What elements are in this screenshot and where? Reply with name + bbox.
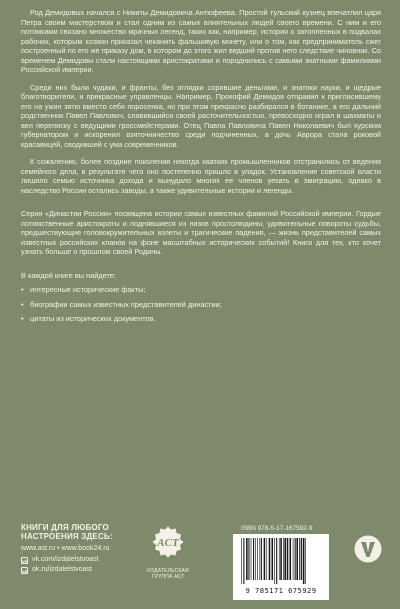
barcode-bar bbox=[305, 538, 306, 584]
barcode-bar bbox=[269, 538, 271, 580]
barcode-number: 9 785171 675929 bbox=[245, 586, 317, 595]
social-links bbox=[21, 555, 141, 575]
list-item: • интересные исторические факты; bbox=[21, 285, 381, 295]
barcode-bar bbox=[264, 538, 266, 580]
barcode-bar bbox=[279, 538, 280, 580]
isbn: ISBN 978-5-17-167592-9 bbox=[241, 525, 313, 532]
barcode-bar bbox=[255, 538, 256, 580]
barcode-bar bbox=[283, 538, 284, 580]
barcode-bar bbox=[243, 538, 244, 584]
list-title: В каждой книге вы найдете: bbox=[21, 270, 116, 280]
ok-icon: ok bbox=[22, 568, 28, 574]
logo-mark: ACT bbox=[157, 537, 179, 549]
list-item: • цитаты из исторических документов. bbox=[21, 314, 381, 324]
paragraph-1: Род Демидовых начался с Никиты Демидовича Антюфеева. Простой тульский кузнец впечатлил царя Петра своим мастерством и стал одним из самых влиятельных людей своего времени. С ним и его потомками связано множество мрачных легенд, таких как, например, история о затопленных в подвалах рабочих, которым хозяин приказал чеканить фальшивую монету, или о том, как предприниматель сжег построенный по его же приказу дом, в котором до этого жил ведший против него следствие чиновник. Со временем Демидовы стали настоящими аристократами и породнились с самыми знатными фамилиями Российской империи. bbox=[21, 8, 381, 74]
barcode bbox=[239, 538, 323, 584]
v-publisher-icon bbox=[354, 535, 382, 563]
barcode-bar bbox=[293, 538, 294, 580]
publisher-logo bbox=[146, 525, 190, 595]
barcode-bar bbox=[280, 538, 282, 580]
barcode-bar bbox=[287, 538, 289, 580]
ok-link[interactable]: ok ok.ru/izdatelstvoast bbox=[22, 566, 92, 574]
promo-title: КНИГИ ДЛЯ ЛЮБОГО НАСТРОЕНИЯ ЗДЕСЬ: bbox=[21, 523, 113, 541]
website-links[interactable]: www.ast.ru • www.book24.ru bbox=[21, 545, 110, 552]
annotation-text bbox=[21, 8, 381, 329]
barcode-bar bbox=[251, 538, 252, 580]
barcode-bar bbox=[299, 538, 300, 580]
ast-logo-icon bbox=[151, 525, 185, 559]
barcode-bar bbox=[296, 538, 298, 580]
publisher-promo bbox=[21, 523, 141, 575]
barcode-bar bbox=[272, 538, 274, 580]
series-description: Серия «Династии России» посвящена истории самых известных фамилий Российской империи. Гордые потомственные аристократы и поднявшиеся из низов простолюдины, удивительные повороты судьбы, предшествующие головокружительных взлеты и трагические падения, — жизнь представителей самых известных российских кланов на фоне масштабных исторических событий! Книги для тех, кто хочет узнать больше о прошлом своей Родины. bbox=[21, 209, 381, 256]
vk-icon: vk bbox=[22, 558, 28, 564]
vk-link[interactable]: vk vk.com/izdatelstvoast bbox=[22, 556, 99, 564]
barcode-bar bbox=[261, 538, 262, 580]
barcode-bar bbox=[290, 538, 292, 580]
barcode-bar bbox=[276, 538, 277, 584]
barcode-bar bbox=[266, 538, 267, 580]
barcode-bar bbox=[303, 538, 305, 584]
barcode-bar bbox=[284, 538, 286, 580]
footer bbox=[0, 515, 400, 609]
barcode-bar bbox=[253, 538, 254, 580]
barcode-block bbox=[233, 525, 329, 603]
barcode-bar bbox=[241, 538, 242, 584]
barcode-bar bbox=[246, 538, 248, 580]
paragraph-3: К сожалению, более поздние поколения некогда хватких промышленников отстранились от ведения семейного дела, в результате чего оно постепенно пришло в упадок. Установление советской власти лишило семью источника дохода и вынудило многих ее членов уехать в эмиграцию, однако в наследство России остались заводы, а также удивительные истории и легенды. bbox=[21, 157, 381, 195]
barcode-bar bbox=[295, 538, 296, 580]
barcode-bar bbox=[259, 538, 260, 580]
barcode-bar bbox=[248, 538, 249, 580]
barcode-bar bbox=[257, 538, 258, 580]
paragraph-2: Среди них были чудаки, и франты, без оглядки сорившие деньгами, и знатоки науки, и щедрые благотворители, и прекрасные управленцы. Например, Прокофий Демидов отправил к пригласившему его на ужин зятю вместо себя поросенка, но при этом прекрасно разбирался в ботанике, а его дальний родственник Павел Павлович, славившийся своей расточительностью, превосходно играл в шахматы и вел переписку с ведущими гроссмейстерами. Отец Павла Павловича Павел Николаевич был курским губернатором и искоренил взяточничество среди подчиненных, а дочь Аврора стала роковой красавицей, сводившей с ума современников. bbox=[21, 82, 381, 149]
logo-caption: ИЗДАТЕЛЬСКАЯ ГРУППА АСТ bbox=[147, 568, 189, 580]
features-list bbox=[21, 285, 381, 324]
barcode-bar bbox=[274, 538, 275, 584]
barcode-bar bbox=[301, 538, 302, 580]
list-item: • биографии самых известных представителей династии; bbox=[21, 300, 381, 310]
